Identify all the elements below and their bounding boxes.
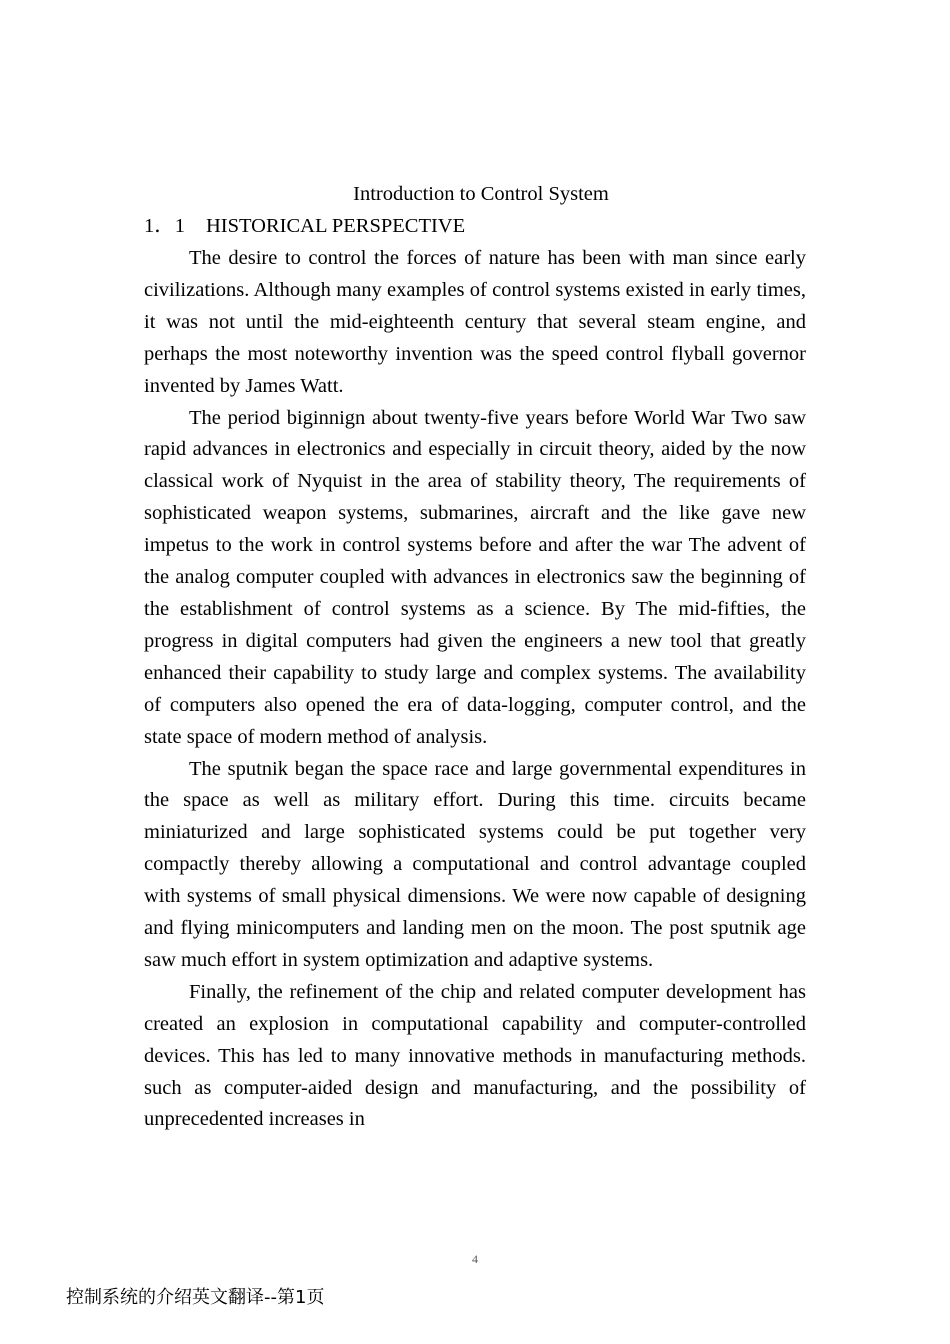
section-heading-text: HISTORICAL PERSPECTIVE: [206, 215, 466, 237]
page-number: 4: [472, 1252, 478, 1266]
paragraph: The desire to control the forces of nature has been with man since early civilizations. Although many examples of control systems existed in early times, it was not until the mid-eighteenth century that several steam engine, and perhaps the most noteworthy invention was the speed control flyball governor invented by James Watt.: [144, 247, 806, 397]
section-heading: [144, 212, 465, 240]
footer-label: 控制系统的介绍英文翻译--第1页: [66, 1287, 325, 1308]
paragraph: The period biginnign about twenty-five years before World War Two saw rapid advances in electronics and especially in circuit theory, aided by the now classical work of Nyquist in the area of stability theory, The requirements of sophisticated weapon systems, submarines, aircraft and the like gave new impetus to the work in control systems before and after the war The advent of the analog computer coupled with advances in electronics saw the beginning of the establishment of control systems as a science. By The mid-fifties, the progress in digital computers had given the engineers a new tool that greatly enhanced their capability to study large and complex systems. The availability of computers also opened the era of data-logging, computer control, and the state space of modern method of analysis.: [144, 406, 806, 748]
paragraph: The sputnik began the space race and large governmental expenditures in the space as well as military effort. During this time. circuits became miniaturized and large sophisticated systems could be put together very compactly thereby allowing a computational and control advantage coupled with systems of small physical dimensions. We were now capable of designing and flying minicomputers and landing men on the moon. The post sputnik age saw much effort in system optimization and adaptive systems.: [144, 757, 806, 971]
body-text: [144, 243, 806, 1136]
paragraph: Finally, the refinement of the chip and related computer development has created an explosion in computational capability and computer-controlled devices. This has led to many innovative methods in manufacturing methods. such as computer-aided design and manufacturing, and the possibility of unprecedented increases in: [144, 980, 806, 1131]
document-title: Introduction to Control System: [353, 183, 609, 205]
section-number: 1．1: [144, 215, 185, 237]
